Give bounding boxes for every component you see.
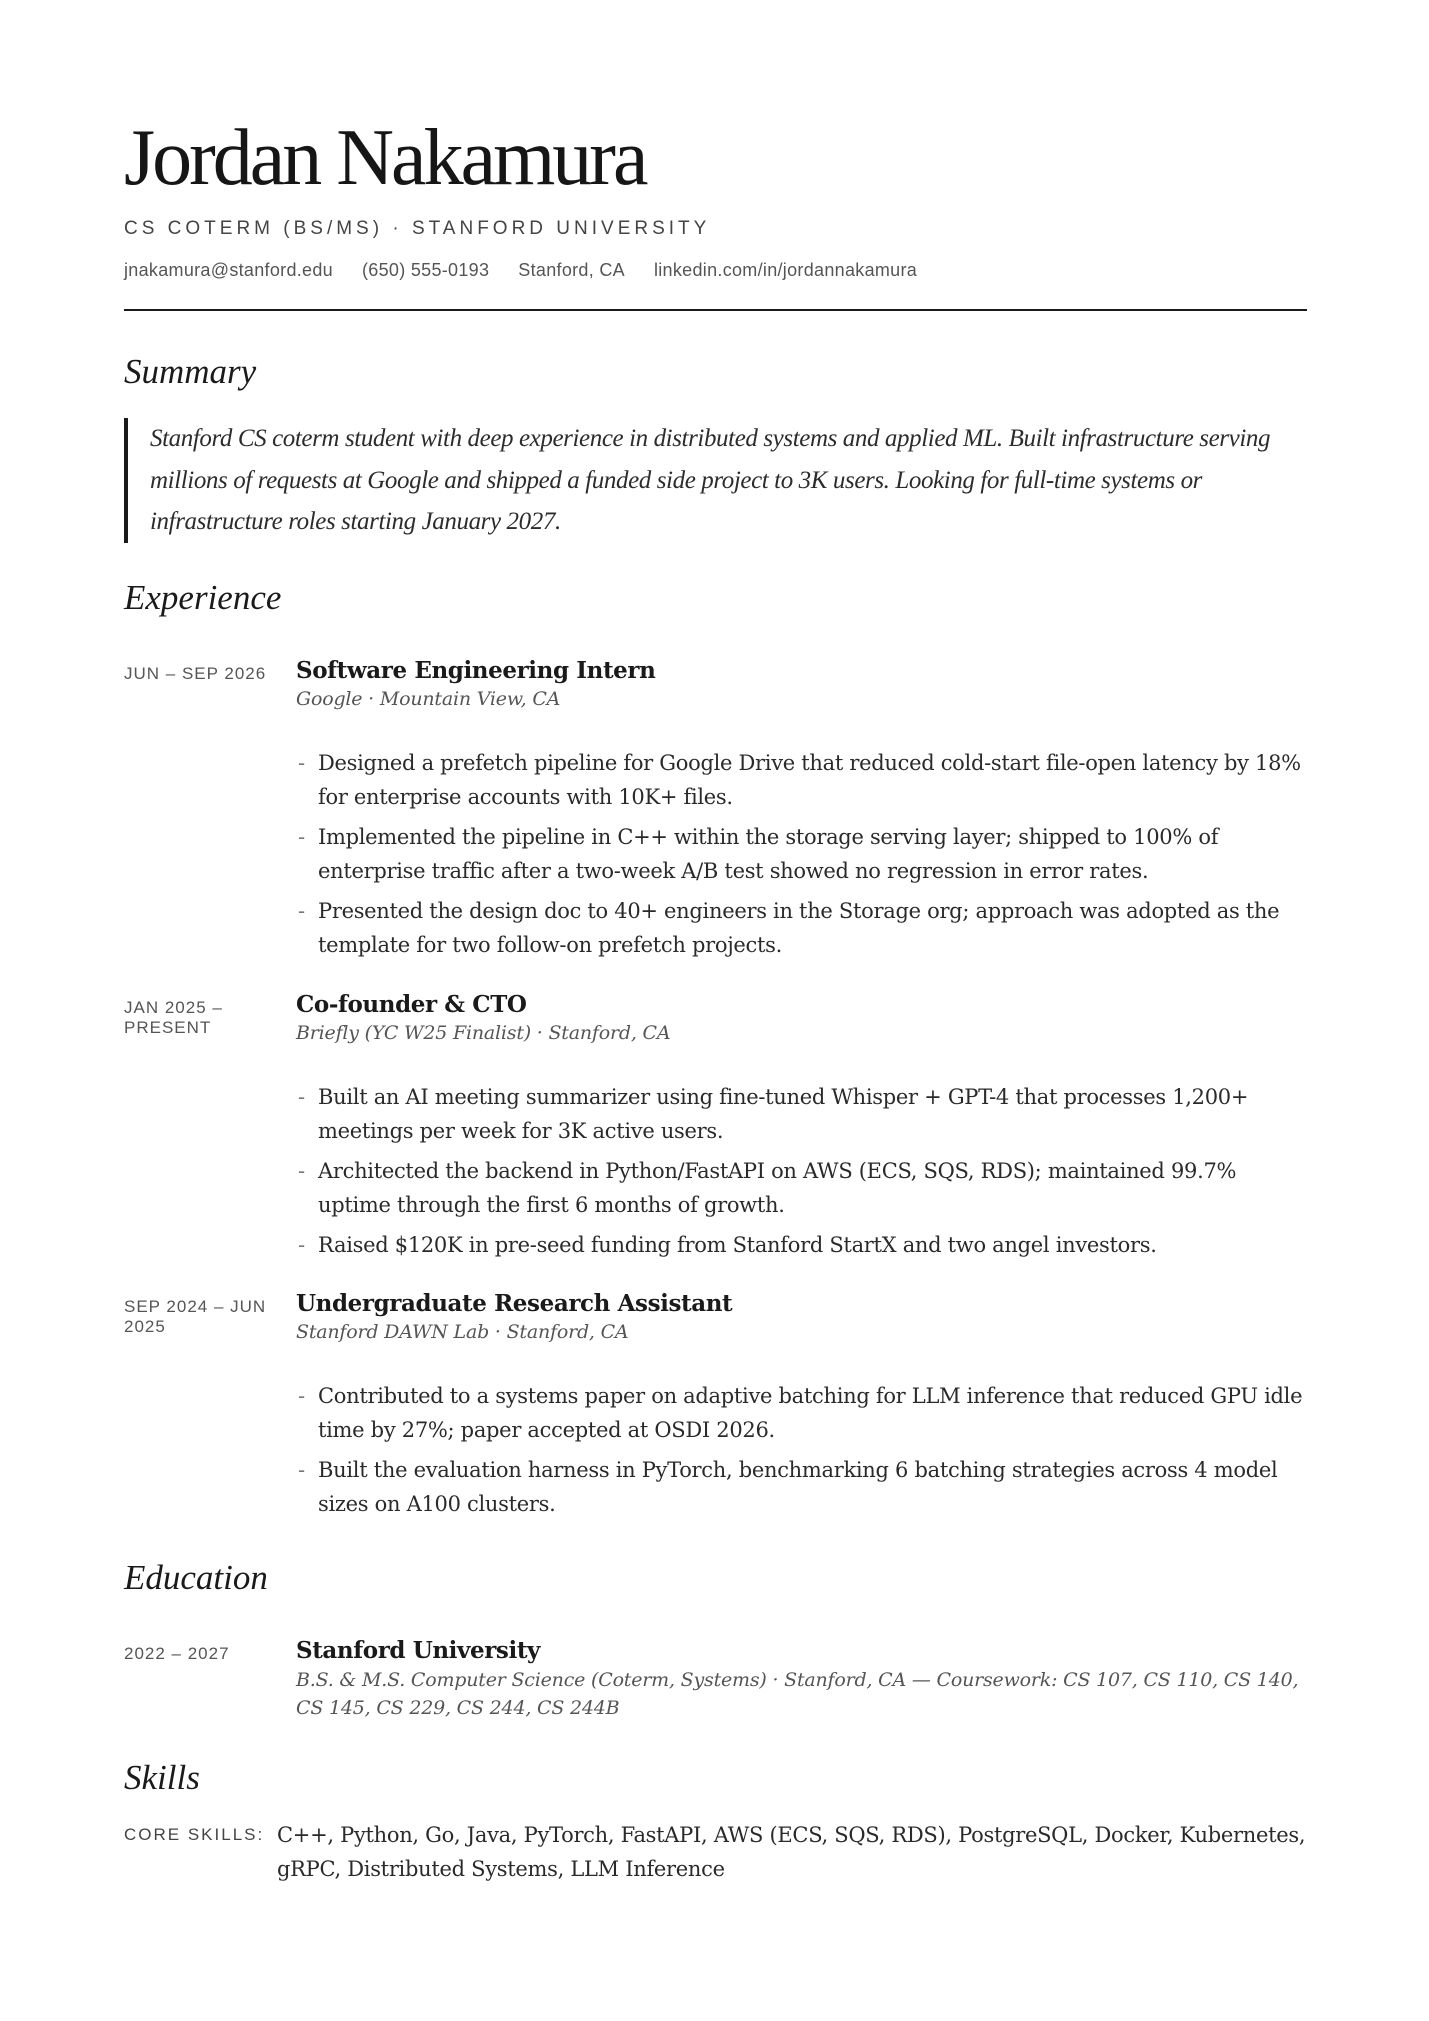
- bullet-item: - Built the evaluation harness in PyTorch, benchmarking 6 batching strategies across 4 model sizes on A100 clusters.: [296, 1453, 1307, 1521]
- linkedin-link[interactable]: linkedin.com/in/jordannakamura: [653, 260, 918, 280]
- bullet-item: - Built an AI meeting summarizer using fine-tuned Whisper + GPT-4 that processes 1,200+ meetings per week for 3K active users.: [296, 1080, 1307, 1148]
- bullet-item: - Raised $120K in pre-seed funding from Stanford StartX and two angel investors.: [296, 1228, 1307, 1262]
- entry-body: [296, 1289, 1307, 1527]
- skills-list: C++, Python, Go, Java, PyTorch, FastAPI, AWS (ECS, SQS, RDS), PostgreSQL, Docker, Kubernetes, gRPC, Distributed Systems, LLM Inference: [277, 1823, 1306, 1881]
- entry-body: [296, 656, 1307, 968]
- entry-bullets: [296, 746, 1307, 962]
- entry-date: JAN 2025 – PRESENT: [124, 998, 223, 1037]
- summary-heading: Summary: [124, 352, 257, 391]
- candidate-name: Jordan Nakamura: [124, 114, 646, 202]
- entry-date: JUN – SEP 2026: [124, 664, 267, 683]
- degree-detail: B.S. & M.S. Computer Science (Coterm, Systems) · Stanford, CA — Coursework: CS 107, CS 110, CS 140, CS 145, CS 229, CS 244, CS 244B: [296, 1669, 1299, 1719]
- phone-text: (650) 555-0193: [362, 260, 490, 280]
- entry-title: Undergraduate Research Assistant: [296, 1290, 733, 1317]
- email-link[interactable]: jnakamura@stanford.edu: [124, 260, 333, 280]
- bullet-item: - Contributed to a systems paper on adaptive batching for LLM inference that reduced GPU idle time by 27%; paper accepted at OSDI 2026.: [296, 1379, 1307, 1447]
- education-heading: Education: [124, 1558, 268, 1597]
- entry-date: SEP 2024 – JUN 2025: [124, 1297, 267, 1336]
- candidate-subtitle: CS COTERM (BS/MS) · STANFORD UNIVERSITY: [124, 218, 711, 239]
- entry-body: [296, 990, 1307, 1268]
- entry-title: Co-founder & CTO: [296, 991, 527, 1018]
- skills-heading: Skills: [124, 1758, 200, 1797]
- entry-title: Software Engineering Intern: [296, 657, 656, 684]
- school-name: Stanford University: [296, 1637, 541, 1664]
- entry-body: [296, 1636, 1307, 1722]
- entry-org: Google · Mountain View, CA: [296, 688, 561, 710]
- entry-org: Briefly (YC W25 Finalist) · Stanford, CA: [296, 1022, 671, 1044]
- bullet-item: - Designed a prefetch pipeline for Google Drive that reduced cold-start file-open latency by 18% for enterprise accounts with 10K+ files.: [296, 746, 1307, 814]
- header-divider: [124, 309, 1307, 311]
- location-text: Stanford, CA: [518, 260, 625, 280]
- bullet-item: - Implemented the pipeline in C++ within the storage serving layer; shipped to 100% of enterprise traffic after a two-week A/B test showed no regression in error rates.: [296, 820, 1307, 888]
- contact-line: [124, 260, 917, 281]
- summary-text: Stanford CS coterm student with deep experience in distributed systems and applied ML. Built infrastructure serving millions of requests at Google and shipped a funded side project to 3K users. Looking for full-time systems or infrastructure roles starting January 2027.: [124, 418, 1307, 543]
- entry-bullets: [296, 1080, 1307, 1262]
- entry-date: 2022 – 2027: [124, 1644, 230, 1663]
- bullet-item: - Architected the backend in Python/FastAPI on AWS (ECS, SQS, RDS); maintained 99.7% uptime through the first 6 months of growth.: [296, 1154, 1307, 1222]
- entry-bullets: [296, 1379, 1307, 1521]
- skills-label: CORE SKILLS:: [124, 1825, 265, 1844]
- bullet-item: - Presented the design doc to 40+ engineers in the Storage org; approach was adopted as the template for two follow-on prefetch projects.: [296, 894, 1307, 962]
- entry-org: Stanford DAWN Lab · Stanford, CA: [296, 1321, 629, 1343]
- experience-heading: Experience: [124, 578, 282, 617]
